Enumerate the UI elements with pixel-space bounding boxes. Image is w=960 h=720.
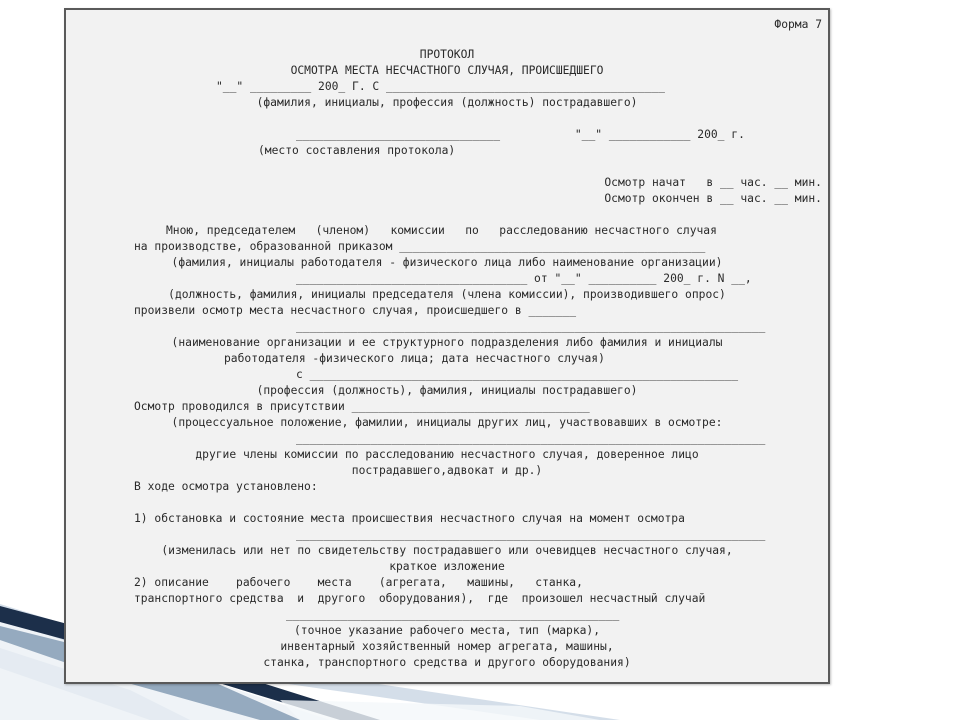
caption-line: (процессуальное положение, фамилии, инициалы других лиц, участвовавших в осмотре:	[171, 416, 723, 429]
text-line: _____________________________________________________________________	[296, 528, 766, 541]
text-line: Осмотр проводился в присутствии ___________________________________	[134, 400, 590, 413]
form-number: Форма 7	[774, 18, 822, 31]
text-line: _____________________________________________________________________	[296, 320, 766, 333]
doc-subtitle: ОСМОТРА МЕСТА НЕСЧАСТНОГО СЛУЧАЯ, ПРОИСШЕДШЕГО	[290, 64, 604, 77]
text-line: В ходе осмотра установлено:	[134, 480, 318, 493]
caption-line: краткое изложение	[389, 560, 505, 573]
text-line: произвели осмотр места несчастного случая, происшедшего в _______	[134, 304, 577, 317]
caption-line: (место составления протокола)	[258, 144, 456, 157]
caption-line: (фамилия, инициалы работодателя - физического лица либо наименование организации)	[171, 256, 723, 269]
protocol-form-document	[64, 8, 830, 684]
text-line: "__" _________ 200_ Г. С _________________________________________	[216, 80, 665, 93]
text-line: на производстве, образованной приказом _____________________________________________	[134, 240, 706, 253]
text-line: 2) описание рабочего места (агрегата, машины, станка,	[134, 576, 583, 589]
caption-line: (точное указание рабочего места, тип (марка),	[293, 624, 601, 637]
caption-line: (наименование организации и ее структурного подразделения либо фамилия и инициалы	[171, 336, 723, 349]
text-line: _____________________________________________________________________	[296, 432, 766, 445]
text-line: транспортного средства и другого оборудования), где произошел несчастный случай	[134, 592, 706, 605]
caption-line: пострадавшего,адвокат и др.)	[351, 464, 543, 477]
text-line: 1) обстановка и состояние места происшествия несчастного случая на момент осмотра	[134, 512, 685, 525]
doc-title: ПРОТОКОЛ	[419, 48, 475, 61]
caption-line: (должность, фамилия, инициалы председателя (члена комиссии), производившего опрос)	[168, 288, 726, 301]
text-line: Осмотр начат в __ час. __ мин.	[604, 176, 822, 189]
caption-line: другие члены комиссии по расследованию несчастного случая, доверенное лицо	[195, 448, 699, 461]
caption-line: работодателя -физического лица; дата несчастного случая)	[224, 352, 605, 365]
text-line: Мною, председателем (членом) комиссии по расследованию несчастного случая	[166, 224, 717, 237]
caption-line: инвентарный хозяйственный номер агрегата, машины,	[280, 640, 614, 653]
text-line: с _______________________________________________________________	[296, 368, 739, 381]
caption-line: (изменилась или нет по свидетельству пострадавшего или очевидцев несчастного случая,	[161, 544, 733, 557]
text-line: ______________________________ "__" ____________ 200_ г.	[296, 128, 745, 141]
caption-line: (фамилия, инициалы, профессия (должность) пострадавшего)	[256, 96, 638, 109]
text-line: Осмотр окончен в __ час. __ мин.	[604, 192, 822, 205]
caption-line: станка, транспортного средства и другого оборудования)	[263, 656, 631, 669]
text-line: _________________________________________________	[286, 608, 620, 621]
caption-line: (профессия (должность), фамилия, инициалы пострадавшего)	[256, 384, 638, 397]
text-line: __________________________________ от "__" __________ 200_ г. N __,	[296, 272, 752, 285]
